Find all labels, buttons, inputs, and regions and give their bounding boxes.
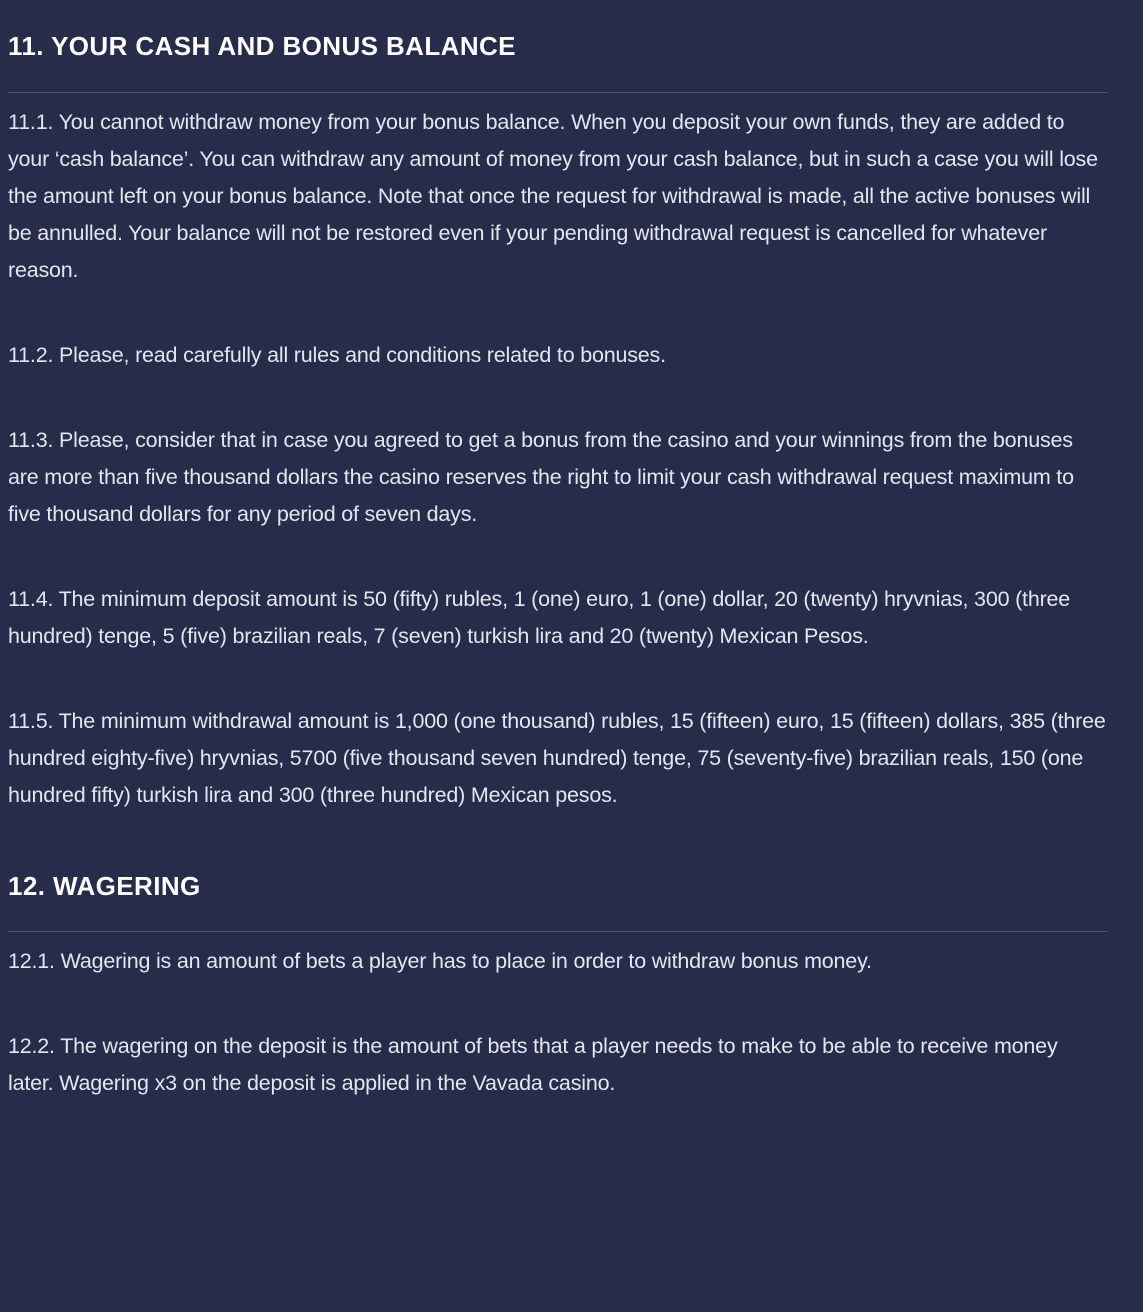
terms-paragraph-11-3: 11.3. Please, consider that in case you agreed to get a bonus from the casino and your winnings from the bonuses are more than five thousand dollars the casino reserves the right to limit your cash withdrawal request maximum to five thousand dollars for any period of seven days. (8, 427, 1074, 526)
section-heading-wagering: 12. WAGERING (8, 870, 201, 901)
terms-paragraph-11-5: 11.5. The minimum withdrawal amount is 1,000 (one thousand) rubles, 15 (fifteen) euro, 15 (fifteen) dollars, 385 (three hundred eighty-five) hryvnias, 5700 (five thousand seven hundred) tenge, 75 (seventy-five) brazilian reals, 150 (one hundred fifty) turkish lira and 300 (three hundred) Mexican pesos. (8, 708, 1106, 807)
section-cash-and-bonus-balance (8, 32, 1108, 814)
terms-page (0, 32, 1108, 1128)
section-heading-cash-and-bonus-balance: 11. YOUR CASH AND BONUS BALANCE (8, 31, 516, 61)
terms-paragraph-12-1: 12.1. Wagering is an amount of bets a player has to place in order to withdraw bonus money. (8, 949, 872, 974)
section-divider (8, 92, 1108, 93)
section-wagering (8, 872, 1108, 1103)
section-divider (8, 931, 1108, 932)
terms-paragraph-11-1: 11.1. You cannot withdraw money from your bonus balance. When you deposit your own funds, they are added to your ‘cash balance’. You can withdraw any amount of money from your cash balance, but in such a case you will lose the amount left on your bonus balance. Note that once the request for withdrawal is made, all the active bonuses will be annulled. Your balance will not be restored even if your pending withdrawal request is cancelled for whatever reason. (8, 109, 1098, 282)
terms-paragraph-12-2: 12.2. The wagering on the deposit is the amount of bets that a player needs to make to be able to receive money later. Wagering x3 on the deposit is applied in the Vavada casino. (8, 1034, 1058, 1096)
terms-paragraph-11-2: 11.2. Please, read carefully all rules and conditions related to bonuses. (8, 342, 666, 367)
terms-paragraph-11-4: 11.4. The minimum deposit amount is 50 (fifty) rubles, 1 (one) euro, 1 (one) dollar, 20 (twenty) hryvnias, 300 (three hundred) tenge, 5 (five) brazilian reals, 7 (seven) turkish lira and 20 (twenty) Mexican Pesos. (8, 586, 1071, 648)
